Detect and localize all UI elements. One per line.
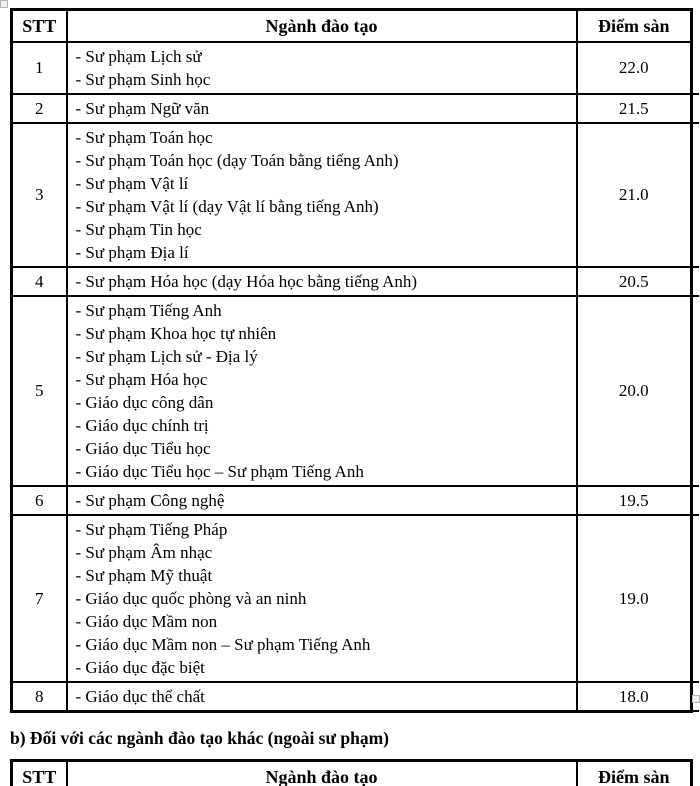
table-row — [12, 486, 692, 515]
major-line: - Sư phạm Lịch sử — [75, 47, 202, 66]
major-line: - Giáo dục thể chất — [75, 687, 205, 706]
table-handle-artifact — [0, 0, 8, 8]
table-row — [12, 267, 692, 296]
major-line: - Sư phạm Tiếng Anh — [75, 301, 222, 320]
major-line: - Sư phạm Hóa học — [75, 370, 208, 389]
table-row — [12, 123, 692, 267]
table-row — [12, 42, 692, 94]
other-majors-table — [10, 759, 693, 786]
majors-cell — [67, 296, 577, 486]
major-line: - Sư phạm Vật lí (dạy Vật lí bằng tiếng Anh) — [75, 197, 379, 216]
major-line: - Giáo dục Tiểu học — [75, 439, 211, 458]
major-line: - Giáo dục Mầm non – Sư phạm Tiếng Anh — [75, 635, 371, 654]
table-header-row — [12, 761, 692, 786]
row-number: 2 — [12, 94, 67, 123]
major-line: - Sư phạm Vật lí — [75, 174, 189, 193]
row-number: 3 — [12, 123, 67, 267]
table-header-row — [12, 10, 692, 43]
majors-cell — [67, 94, 577, 123]
header-stt: STT — [12, 10, 67, 43]
header-major: Ngành đào tạo — [67, 761, 577, 786]
score-cell: 21.5 — [577, 94, 692, 123]
row-number: 1 — [12, 42, 67, 94]
header-score: Điểm sàn — [577, 10, 692, 43]
score-cell: 18.0 — [577, 682, 692, 712]
row-number: 8 — [12, 682, 67, 712]
major-line: - Sư phạm Mỹ thuật — [75, 566, 213, 585]
major-line: - Giáo dục công dân — [75, 393, 214, 412]
teacher-training-floor-scores-table — [10, 8, 693, 713]
header-stt: STT — [12, 761, 67, 786]
score-cell: 22.0 — [577, 42, 692, 94]
major-line: - Sư phạm Tiếng Pháp — [75, 520, 228, 539]
majors-cell — [67, 486, 577, 515]
major-line: - Sư phạm Công nghệ — [75, 491, 225, 510]
score-cell: 20.0 — [577, 296, 692, 486]
table-row — [12, 682, 692, 712]
major-line: - Giáo dục đặc biệt — [75, 658, 205, 677]
score-cell: 20.5 — [577, 267, 692, 296]
majors-cell — [67, 267, 577, 296]
major-line: - Sư phạm Tin học — [75, 220, 202, 239]
score-cell: 21.0 — [577, 123, 692, 267]
major-line: - Sư phạm Ngữ văn — [75, 99, 210, 118]
score-cell: 19.0 — [577, 515, 692, 682]
section-b-heading: b) Đối với các ngành đào tạo khác (ngoài sư phạm) — [10, 728, 389, 748]
major-line: - Sư phạm Sinh học — [75, 70, 211, 89]
scroll-marker-artifact — [692, 695, 700, 703]
table-row — [12, 515, 692, 682]
major-line: - Giáo dục quốc phòng và an ninh — [75, 589, 307, 608]
major-line: - Sư phạm Khoa học tự nhiên — [75, 324, 277, 343]
majors-cell — [67, 123, 577, 267]
major-line: - Sư phạm Lịch sử - Địa lý — [75, 347, 258, 366]
majors-cell — [67, 682, 577, 712]
major-line: - Giáo dục Mầm non — [75, 612, 218, 631]
header-score: Điểm sàn — [577, 761, 692, 786]
major-line: - Sư phạm Hóa học (dạy Hóa học bằng tiếng Anh) — [75, 272, 418, 291]
row-number: 7 — [12, 515, 67, 682]
row-number: 5 — [12, 296, 67, 486]
major-line: - Sư phạm Địa lí — [75, 243, 189, 262]
major-line: - Giáo dục Tiểu học – Sư phạm Tiếng Anh — [75, 462, 364, 481]
row-number: 6 — [12, 486, 67, 515]
major-line: - Sư phạm Toán học (dạy Toán bằng tiếng Anh) — [75, 151, 399, 170]
row-number: 4 — [12, 267, 67, 296]
majors-cell — [67, 515, 577, 682]
major-line: - Giáo dục chính trị — [75, 416, 209, 435]
table-row — [12, 296, 692, 486]
major-line: - Sư phạm Âm nhạc — [75, 543, 213, 562]
table-row — [12, 94, 692, 123]
major-line: - Sư phạm Toán học — [75, 128, 213, 147]
majors-cell — [67, 42, 577, 94]
header-major: Ngành đào tạo — [67, 10, 577, 43]
score-cell: 19.5 — [577, 486, 692, 515]
